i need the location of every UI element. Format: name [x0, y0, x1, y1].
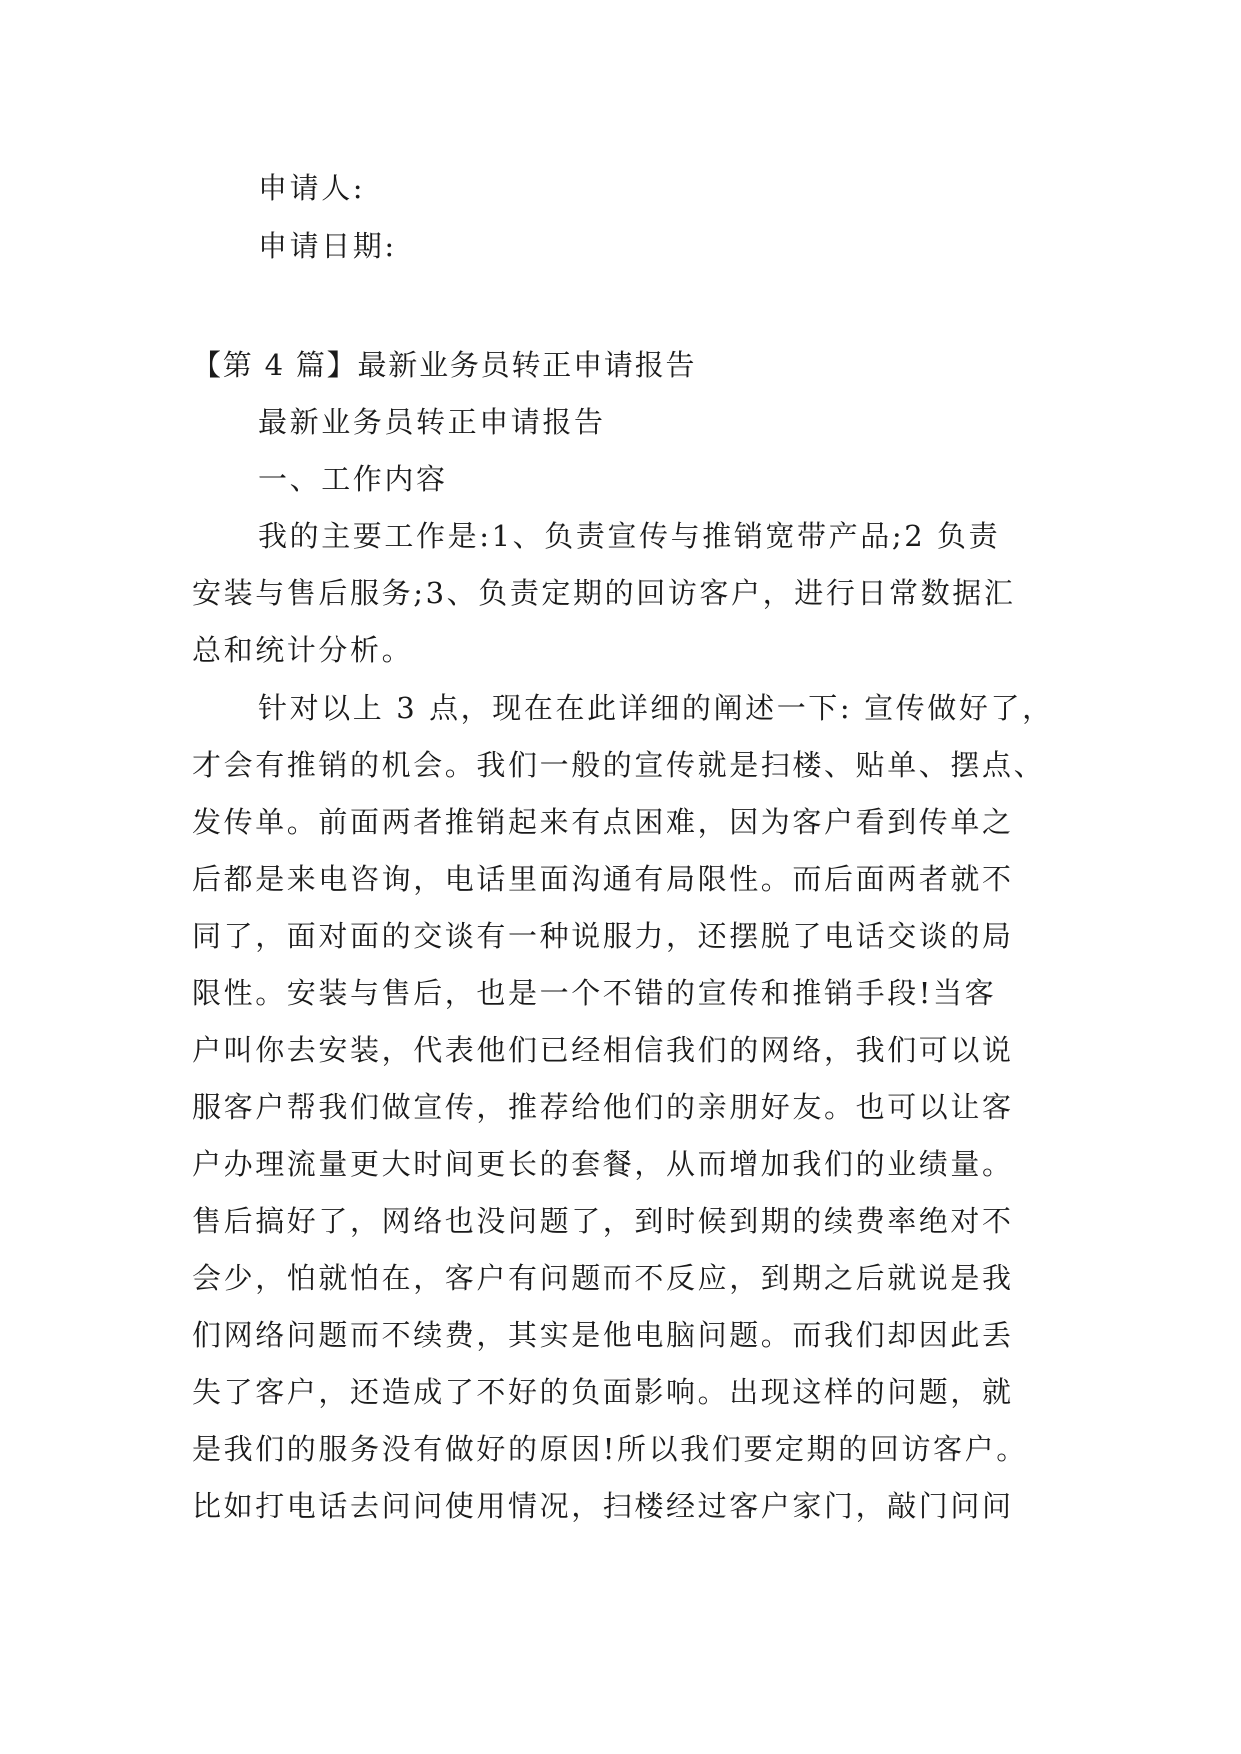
- article-title: 最新业务员转正申请报告: [258, 405, 606, 439]
- paragraph-2-line-9: 户办理流量更大时间更长的套餐，从而增加我们的业绩量。: [192, 1147, 1014, 1181]
- paragraph-2-line-6: 限性。安装与售后，也是一个不错的宣传和推销手段!当客: [192, 976, 997, 1010]
- paragraph-2-line-13: 失了客户，还造成了不好的负面影响。出现这样的问题，就: [192, 1375, 1014, 1409]
- paragraph-1-line-1: 我的主要工作是:1、负责宣传与推销宽带产品;2 负责: [258, 519, 1001, 553]
- paragraph-2-line-2: 才会有推销的机会。我们一般的宣传就是扫楼、贴单、摆点、: [192, 748, 1046, 782]
- applicant-label: 申请人:: [258, 171, 366, 205]
- paragraph-2-line-7: 户叫你去安装，代表他们已经相信我们的网络，我们可以说: [192, 1033, 1014, 1067]
- paragraph-2-line-1: 针对以上 3 点，现在在此详细的阐述一下: 宣传做好了，: [258, 691, 1054, 725]
- section-heading-work-content: 一、工作内容: [258, 462, 448, 496]
- paragraph-2-line-12: 们网络问题而不续费，其实是他电脑问题。而我们却因此丢: [192, 1318, 1014, 1352]
- paragraph-2-line-5: 同了，面对面的交谈有一种说服力，还摆脱了电话交谈的局: [192, 919, 1014, 953]
- paragraph-2-line-11: 会少，怕就怕在，客户有问题而不反应，到期之后就说是我: [192, 1261, 1014, 1295]
- paragraph-2-line-4: 后都是来电咨询，电话里面沟通有局限性。而后面两者就不: [192, 862, 1014, 896]
- paragraph-2-line-8: 服客户帮我们做宣传，推荐给他们的亲朋好友。也可以让客: [192, 1090, 1014, 1124]
- paragraph-1-line-3: 总和统计分析。: [192, 633, 414, 667]
- paragraph-1-line-2: 安装与售后服务;3、负责定期的回访客户，进行日常数据汇: [192, 576, 1016, 610]
- application-date-label: 申请日期:: [258, 229, 397, 263]
- paragraph-2-line-10: 售后搞好了，网络也没问题了，到时候到期的续费率绝对不: [192, 1204, 1014, 1238]
- paragraph-2-line-3: 发传单。前面两者推销起来有点困难，因为客户看到传单之: [192, 805, 1014, 839]
- article-heading: 【第 4 篇】最新业务员转正申请报告: [192, 348, 697, 382]
- paragraph-2-line-15: 比如打电话去问问使用情况，扫楼经过客户家门，敲门问问: [192, 1489, 1014, 1523]
- paragraph-2-line-14: 是我们的服务没有做好的原因!所以我们要定期的回访客户。: [192, 1432, 1028, 1466]
